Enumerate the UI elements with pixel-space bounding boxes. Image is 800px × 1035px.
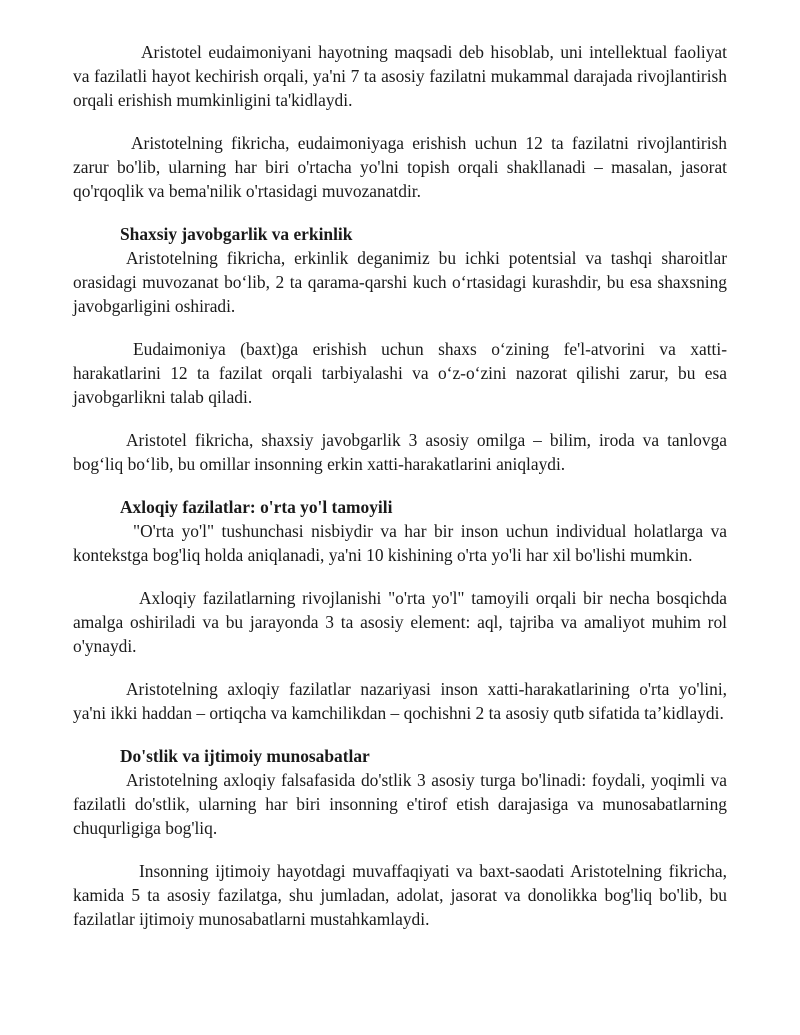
paragraph-self-control: Eudaimoniya (baxt)ga erishish uchun shaxs o‘zining fe'l-atvorini va xatti-harakatlarini 12 ta fazilat orqali tarbiyalashi va o‘z-o‘zini nazorat qilishi zarur, bu esa javobgarlikni talab qiladi. (73, 339, 727, 407)
paragraph-virtue-development: Axloqiy fazilatlarning rivojlanishi "o'rta yo'l" tamoyili orqali bir necha bosqichda amalga oshiriladi va bu jarayonda 3 ta asosiy element: aql, tajriba va amaliyot muhim rol o'ynaydi. (73, 588, 727, 656)
paragraph-two-extremes: Aristotelning axloqiy fazilatlar nazariyasi inson xatti-harakatlarining o'rta yo'lini, ya'ni ikki haddan – ortiqcha va kamchilikdan – qochishni 2 ta asosiy qutb sifatida ta’kidlaydi. (73, 679, 727, 723)
document-page (73, 40, 727, 931)
paragraph-relative-mean: "O'rta yo'l" tushunchasi nisbiydir va har bir inson uchun individual holatlarga va kontekstga bog'liq holda aniqlanadi, ya'ni 10 kishining o'rta yo'li har xil bo'lishi mumkin. (73, 521, 727, 565)
paragraph-freedom-balance: Aristotelning fikricha, erkinlik deganimiz bu ichki potentsial va tashqi sharoitlar orasidagi muvozanat bo‘lib, 2 ta qarama-qarshi kuch o‘rtasidagi kurashdir, bu esa shaxsning javobgarligini oshiradi. (73, 248, 727, 316)
paragraph-friendship-types: Aristotelning axloqiy falsafasida do'stlik 3 asosiy turga bo'linadi: foydali, yoqimli va fazilatli do'stlik, ularning har biri insonning e'tirof etish darajasiga va munosabatlarning chuqurligiga bog'liq. (73, 770, 727, 838)
paragraph-eudaimonia-goal: Aristotel eudaimoniyani hayotning maqsadi deb hisoblab, uni intellektual faoliyat va fazilatli hayot kechirish orqali, ya'ni 7 ta asosiy fazilatni mukammal darajada rivojlantirish orqali erishish mumkinligini ta'kidlaydi. (73, 42, 727, 110)
paragraph-three-factors: Aristotel fikricha, shaxsiy javobgarlik 3 asosiy omilga – bilim, iroda va tanlovga bog‘liq bo‘lib, bu omillar insonning erkin xatti-harakatlarini aniqlaydi. (73, 430, 727, 474)
heading-responsibility-freedom: Shaxsiy javobgarlik va erkinlik (120, 224, 353, 244)
paragraph-social-success: Insonning ijtimoiy hayotdagi muvaffaqiyati va baxt-saodati Aristotelning fikricha, kamida 5 ta asosiy fazilatga, shu jumladan, adolat, jasorat va donolikka bog'liq bo'lib, bu fazilatlar ijtimoiy munosabatlarni mustahkamlaydi. (73, 861, 727, 929)
paragraph-twelve-virtues: Aristotelning fikricha, eudaimoniyaga erishish uchun 12 ta fazilatni rivojlantirish zarur bo'lib, ularning har biri o'rtacha yo'lni topish orqali shakllanadi – masalan, jasorat qo'rqoqlik va bema'nilik o'rtasidagi muvozanatdir. (73, 133, 727, 201)
heading-friendship: Do'stlik va ijtimoiy munosabatlar (120, 746, 370, 766)
heading-golden-mean: Axloqiy fazilatlar: o'rta yo'l tamoyili (120, 497, 393, 517)
